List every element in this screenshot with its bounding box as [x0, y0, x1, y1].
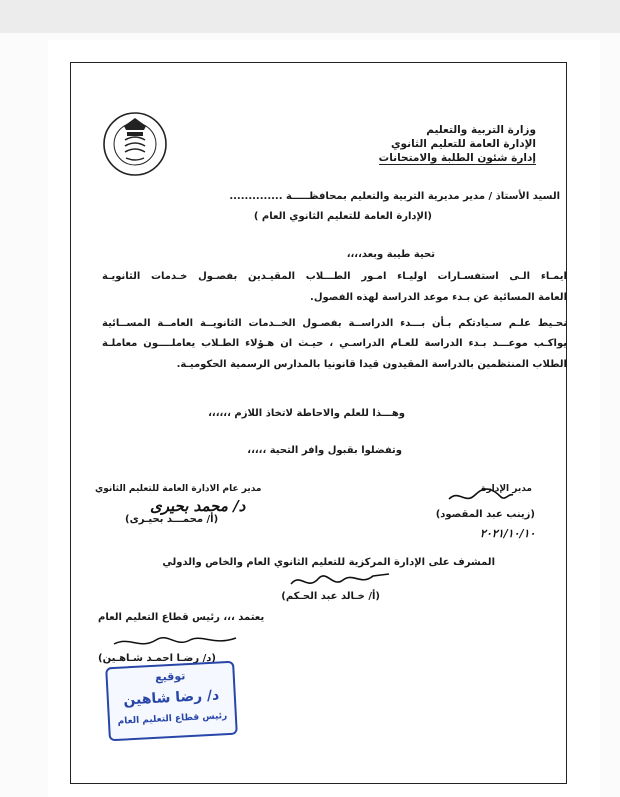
- paragraph-2-line-3: الطلاب المنتظمين بالدراسة المقيدون قيدا قانونيا بالمدارس الرسمية الحكوميـة.: [176, 359, 567, 370]
- manager-signature: [445, 485, 515, 507]
- supervisor-name: (أ/ خـالد عبد الحـكم): [281, 591, 380, 602]
- paragraph-2-line-1: نحـيط علـم سـيادتكم بـأن بـــدء الدراســة بفصـول الخــدمات الثانويــة العامــة المســائية: [102, 318, 567, 329]
- supervisor-signature: [285, 566, 395, 594]
- manager-date: ٢٠٢١/١٠/١٠: [480, 527, 536, 540]
- manager-title: مدير الإدارة: [481, 484, 532, 494]
- greeting: تحية طيبة وبعد،،،،: [346, 249, 435, 260]
- closing-line: وهـــذا للعلم والاحاطة لاتخاذ اللازم ،،،،،،: [208, 408, 405, 419]
- logo-text: [62, 88, 68, 94]
- paragraph-1-line-1: ايمـاء الـى استفسـارات اوليـاء امـور الطـــلاب المقيـدين بفصـول خـدمات الثانويـة: [102, 271, 567, 282]
- stamp-line-2: د/ رضا شاهين: [123, 687, 220, 709]
- paragraph-2-line-2: يواكـب موعـــد بـدء الدراسة للعـام الدراسـي ، حيـث ان هـؤلاء الطـلاب يعاملــــون معاملـة: [102, 338, 567, 349]
- approval-title: يعتمد ،،، رئيس قطاع التعليم العام: [98, 612, 265, 623]
- general-director-signature: د/ محمد بحيرى: [150, 497, 246, 515]
- closing-regards: وتفضلوا بقبول وافر التحية ،،،،،: [247, 445, 402, 456]
- addressee-department: (الإدارة العامة للتعليم الثانوي العام ): [253, 211, 432, 222]
- general-director-name: (أ/ محمـــد بحيـرى): [125, 514, 219, 525]
- ministry-name: وزارة التربية والتعليم: [426, 124, 536, 136]
- stamp-line-1: توقيع: [154, 669, 186, 684]
- ministry-logo: [100, 104, 170, 184]
- directorate-name: الإدارة العامة للتعليم الثانوي: [390, 138, 536, 150]
- stamp-line-3: رئيس قطاع التعليم العام: [117, 711, 228, 727]
- paragraph-1-line-2: العامة المسائية عن بـدء موعد الدراسة لهذه الفصول.: [310, 292, 567, 303]
- official-stamp: [105, 661, 238, 742]
- department-name: إدارة شئون الطلبة والامتحانات: [378, 152, 536, 164]
- manager-name: (زينب عبد المقصود): [435, 509, 535, 520]
- top-bar: [0, 0, 620, 33]
- addressee-line: السيد الأستاذ / مدير مديرية التربية والتعليم بمحافظـــــة ..............: [229, 191, 560, 202]
- approval-name: (د/ رضـا احمـد شـاهـين): [98, 653, 216, 664]
- approval-signature: [110, 628, 240, 654]
- general-director-title: مدير عام الادارة العامة للتعليم الثانوي: [95, 484, 262, 494]
- supervisor-title: المشرف على الإدارة المركزية للتعليم الثانوي العام والخاص والدولي: [162, 557, 495, 568]
